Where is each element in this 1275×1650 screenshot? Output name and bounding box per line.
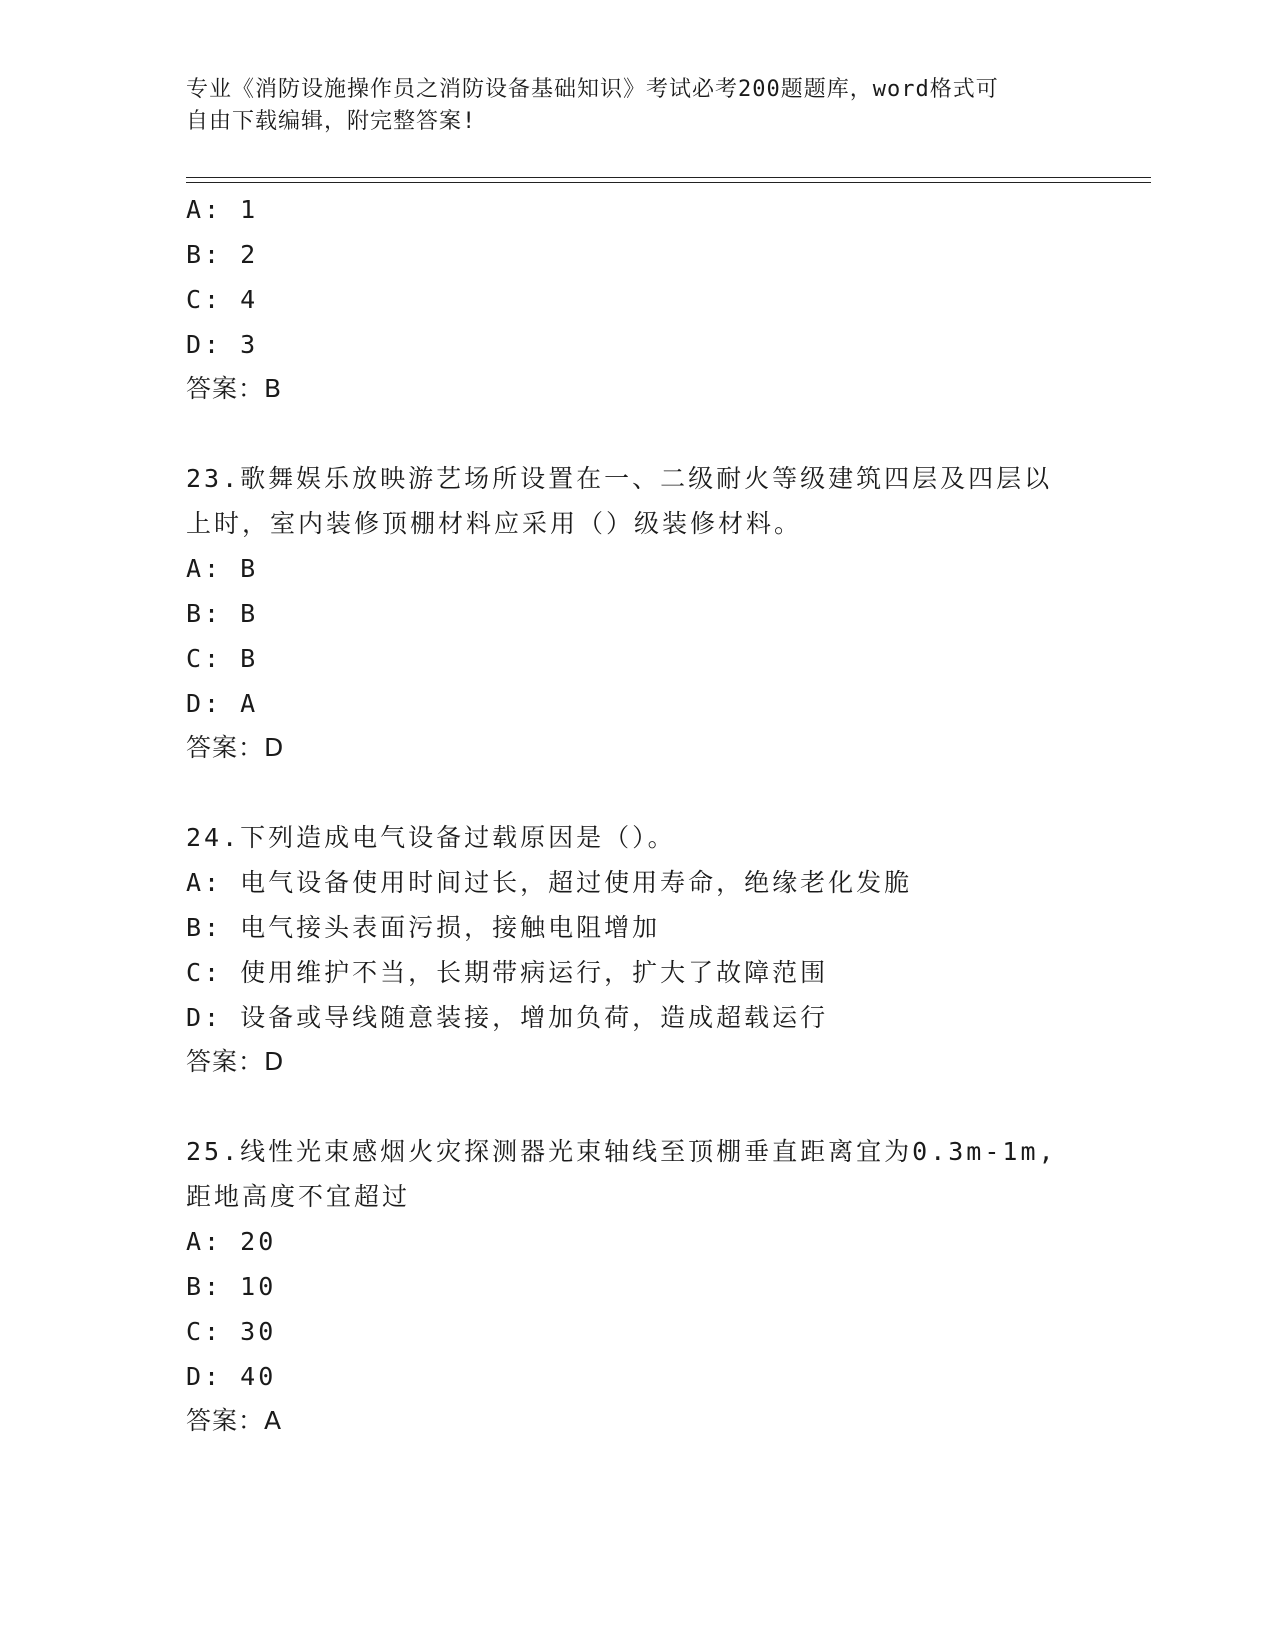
q25-option-c: C: 30 bbox=[186, 1317, 277, 1346]
header-divider-top bbox=[186, 177, 1151, 178]
q25-option-a: A: 20 bbox=[186, 1227, 277, 1256]
document-header bbox=[186, 74, 1066, 138]
q25-stem-line-1: 25.线性光束感烟火灾探测器光束轴线至顶棚垂直距离宜为0.3m-1m, bbox=[186, 1137, 1057, 1166]
q24-answer: 答案：D bbox=[186, 1047, 285, 1076]
q24-option-c: C: 使用维护不当，长期带病运行，扩大了故障范围 bbox=[186, 958, 829, 987]
header-line-2: 自由下载编辑，附完整答案! bbox=[186, 109, 477, 134]
header-divider-bottom bbox=[186, 182, 1151, 183]
q23-option-c: C: B bbox=[186, 644, 259, 673]
q24-option-a: A: 电气设备使用时间过长，超过使用寿命，绝缘老化发脆 bbox=[186, 868, 913, 897]
q23-answer: 答案：D bbox=[186, 733, 285, 762]
q25-stem-line-2: 距地高度不宜超过 bbox=[186, 1182, 411, 1211]
q22-option-b: B: 2 bbox=[186, 240, 259, 269]
q23-option-a: A: B bbox=[186, 554, 259, 583]
q22-option-a: A: 1 bbox=[186, 195, 259, 224]
q25-answer: 答案：A bbox=[186, 1406, 283, 1435]
header-line-1: 专业《消防设施操作员之消防设备基础知识》考试必考200题题库，word格式可 bbox=[186, 77, 999, 102]
q23-option-d: D: A bbox=[186, 689, 259, 718]
q22-answer: 答案：B bbox=[186, 374, 283, 403]
q24-option-d: D: 设备或导线随意装接，增加负荷，造成超载运行 bbox=[186, 1003, 829, 1032]
q24-option-b: B: 电气接头表面污损，接触电阻增加 bbox=[186, 913, 661, 942]
q22-option-c: C: 4 bbox=[186, 285, 259, 314]
q22-option-d: D: 3 bbox=[186, 330, 259, 359]
q24-stem-line-1: 24.下列造成电气设备过载原因是（）。 bbox=[186, 823, 676, 852]
q23-stem-line-1: 23.歌舞娱乐放映游艺场所设置在一、二级耐火等级建筑四层及四层以 bbox=[186, 464, 1053, 493]
q23-option-b: B: B bbox=[186, 599, 259, 628]
q25-option-b: B: 10 bbox=[186, 1272, 277, 1301]
q25-option-d: D: 40 bbox=[186, 1362, 277, 1391]
q23-stem-line-2: 上时，室内装修顶棚材料应采用（）级装修材料。 bbox=[186, 509, 803, 538]
